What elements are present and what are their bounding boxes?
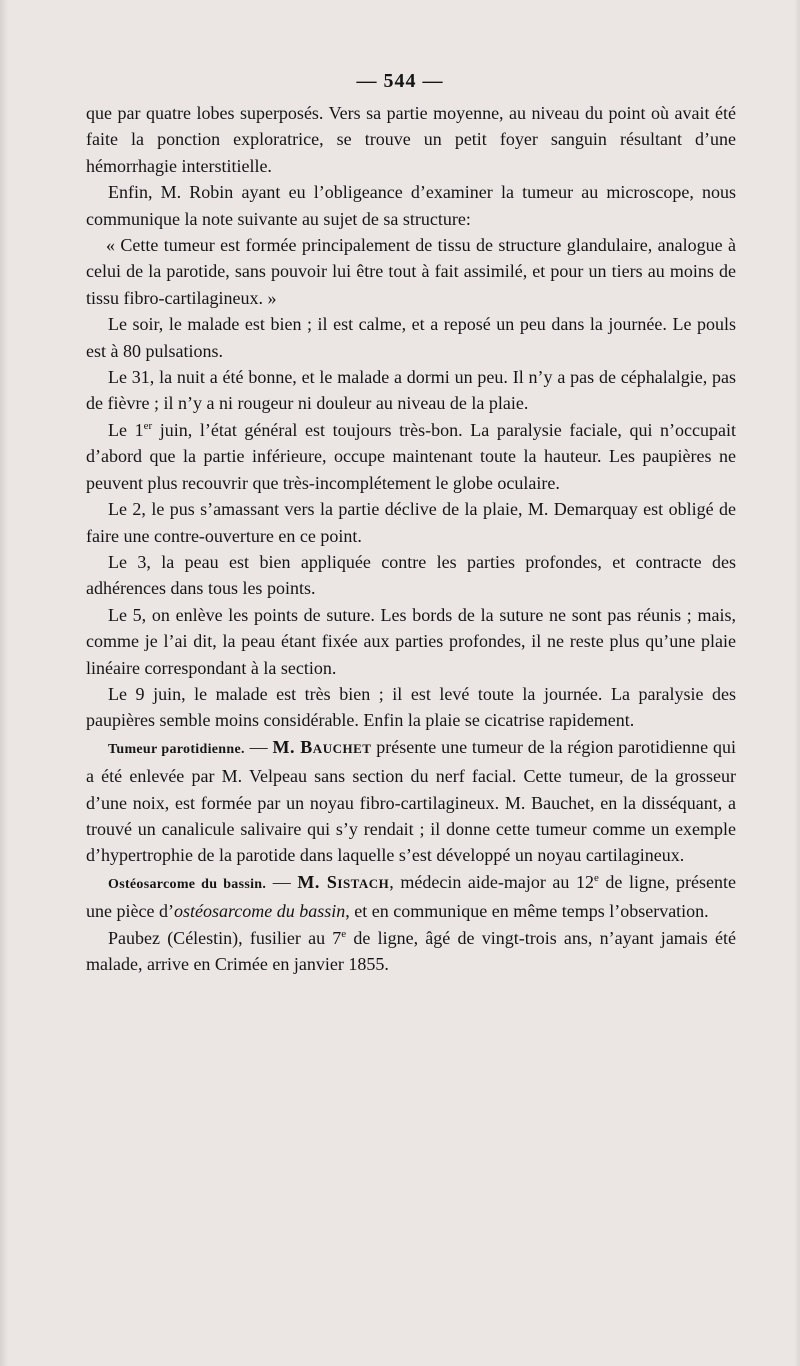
- paubez-superscript: e: [341, 927, 347, 940]
- june-1-superscript: er: [143, 419, 153, 432]
- paubez-text-post: de ligne, âgé de vingt-trois ans, n’ayant jamais été malade, arrive en Crimée en janvier 1855.: [86, 927, 736, 974]
- paragraph-continuation: que par quatre lobes superposés. Vers sa partie moyenne, au niveau du point où avait été faite la ponction exploratrice, se trouve un petit foyer sanguin résultant d’une hémorrhagie interstitielle.: [86, 103, 736, 176]
- dash: —: [244, 736, 273, 757]
- author-sistach: M. Sistach: [297, 871, 390, 892]
- page-edge-right: [794, 0, 800, 1366]
- paubez-text-pre: Paubez (Célestin), fusilier au 7: [108, 927, 342, 948]
- body-text: [86, 100, 736, 977]
- paragraph-tumeur-parotidienne: [86, 734, 736, 869]
- sistach-text-1: , médecin aide-major au 12: [389, 871, 594, 892]
- paragraph-june-1: [86, 417, 736, 496]
- section-heading-osteosarcome: Ostéosarcome du bassin.: [108, 876, 267, 892]
- sistach-text-3: , et en communique en même temps l’observation.: [345, 901, 709, 922]
- section-heading-tumeur: Tumeur parotidienne.: [108, 741, 245, 757]
- paragraph-osteosarcome: [86, 869, 736, 925]
- author-bauchet: M. Bauchet: [272, 736, 372, 757]
- paragraph-31: Le 31, la nuit a été bonne, et le malade a dormi un peu. Il n’y a pas de céphalalgie, pas de fièvre ; il n’y a ni rougeur ni douleur au niveau de la plaie.: [86, 367, 736, 414]
- paragraph-quote: « Cette tumeur est formée principalement de tissu de structure glandulaire, analogue à celui de la parotide, sans pouvoir lui être tout à fait assimilé, et pour un tiers au moins de tissu fibro-cartilagineux. »: [86, 235, 736, 308]
- bauchet-text: présente une tumeur de la région parotidienne qui a été enlevée par M. Velpeau sans section du nerf facial. Cette tumeur, de la grosseur d’une noix, est formée par un noyau fibro-cartilagineux. M. Bauchet, en la disséquant, a trouvé un canalicule salivaire qui s’y rendait ; il donne cette tumeur comme un exemple d’hypertrophie de la parotide dans laquelle s’est développé un noyau cartilagineux.: [86, 736, 737, 866]
- paragraph-june-9: Le 9 juin, le malade est très bien ; il est levé toute la journée. La paralysie des paupières semble moins considérable. Enfin la plaie se cicatrise rapidement.: [86, 683, 736, 731]
- page-edge-left: [0, 0, 8, 1366]
- paragraph-evening: Le soir, le malade est bien ; il est calme, et a reposé un peu dans la journée. Le pouls est à 80 pulsations.: [86, 314, 736, 361]
- sistach-text-2: de ligne, présente une pièce d’: [86, 871, 737, 922]
- page-number: — 544 —: [356, 70, 444, 92]
- june-1-text-pre: Le 1: [108, 419, 144, 440]
- paragraph-robin: Enfin, M. Robin ayant eu l’obligeance d’examiner la tumeur au microscope, nous communique la note suivante au sujet de sa structure:: [86, 182, 736, 229]
- regiment-superscript: e: [593, 871, 599, 884]
- paragraph-june-2: Le 2, le pus s’amassant vers la partie déclive de la plaie, M. Demarquay est obligé de faire une contre-ouverture en ce point.: [86, 499, 736, 546]
- paragraph-paubez: [86, 925, 736, 978]
- june-1-text-post: juin, l’état général est toujours très-bon. La paralysie faciale, qui n’occupait d’abord que la partie inférieure, occupe maintenant toute la hauteur. Les paupières ne peuvent plus recouvrir que très-incomplétement le globe oculaire.: [86, 419, 737, 493]
- specimen-name: ostéosarcome du bassin: [173, 901, 346, 922]
- paragraph-june-5: Le 5, on enlève les points de suture. Les bords de la suture ne sont pas réunis ; mais, comme je l’ai dit, la peau étant fixée aux parties profondes, il ne reste plus qu’une plaie linéaire correspondant à la section.: [86, 604, 736, 678]
- paragraph-june-3: Le 3, la peau est bien appliquée contre les parties profondes, et contracte des adhérences dans tous les points.: [86, 551, 736, 599]
- dash: —: [266, 871, 298, 892]
